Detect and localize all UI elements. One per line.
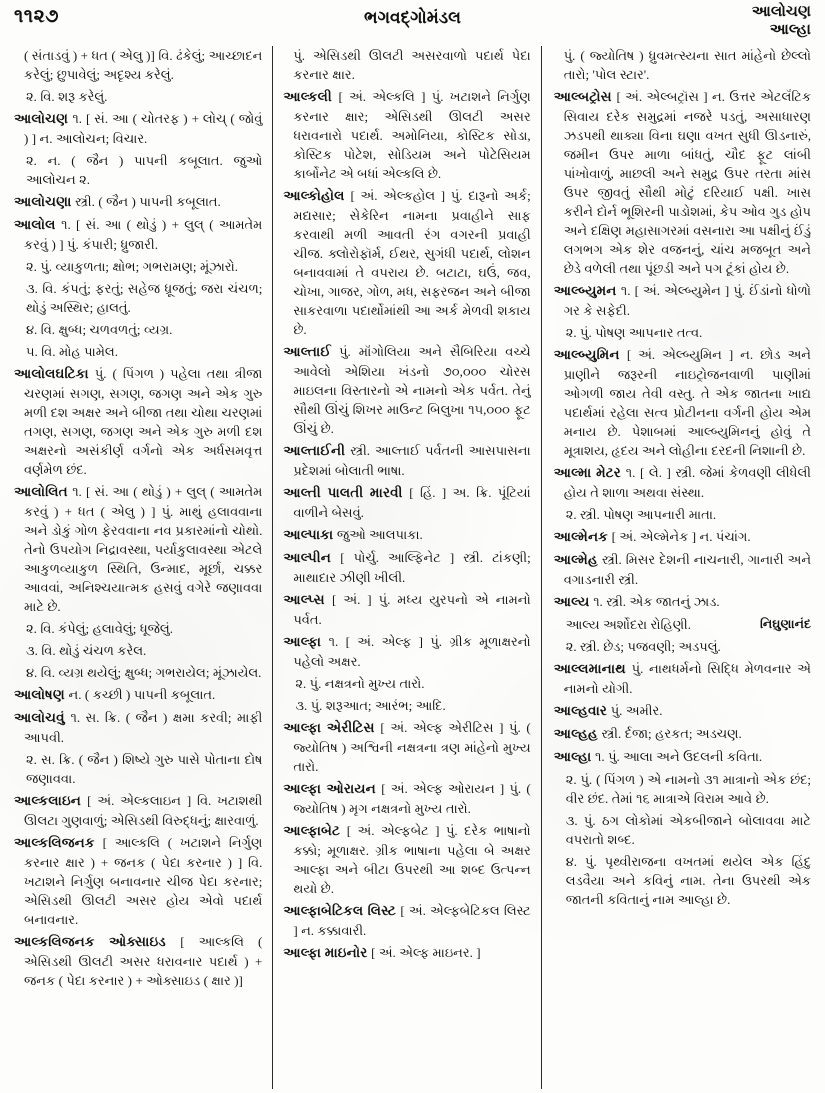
entry-text: ૪. પું. પૃથ્વીરાજના વખતમાં થયેલ એક હિંદુ લડવૈયા અને કવિનું નામ. તેના ઉપરથી એક જાતની કવિતાનું નામ આલ્હા છે. [565,853,811,907]
dictionary-entry [554,87,811,278]
dictionary-entry [14,192,262,212]
entry-sense [14,750,262,788]
headword: આલોચવું [14,710,71,726]
dictionary-entry [554,550,811,589]
headword: આલ્પાકા [283,527,337,543]
dictionary-entry [554,463,811,502]
entry-text: ૫. વિ. મોહ પામેલ. [26,344,118,360]
entry-sense [14,151,262,189]
entry-text: [ અં. એલ્ફબેટ ] પું. દરેક ભાષાનો કક્કો; મૂળાક્ષર. ગ્રીક ભાષાના પહેલા બે અક્ષર આલ્ફા અને બીટા ઉપરથી આ શબ્દ ઉત્પન્ન થયો છે. [293,822,531,896]
dictionary-entry [14,932,262,990]
headword: આલ્પ્સ [283,591,333,607]
text-columns [14,46,811,1089]
entry-sense [554,323,811,342]
dictionary-entry [14,685,262,705]
headword: આલ્હવાર [553,703,611,718]
entry-text: પું. મૉંગોલિયા અને સૈબિરિયા વચ્ચે આવેલો એશિયા ખંડનો ૭૦,૦૦૦ ચોરસ માઇલના વિસ્તારનો એ નામનો એક પર્વત. તેનું સૌથી ઊંચું શિખર માઉન્ટ બિલુખા ૧૫,૦૦૦ ફૂટ ઊંચું છે. [293,344,531,437]
entry-text: [ અં. એલ્કલિ ] પું. ખટાશને નિર્ગુણ કરનાર ક્ષાર; એસિડથી ઊલટી અસર ધરાવનારો પદાર્થ. અમોનિયા, કોસ્ટિક સોડા, કોસ્ટિક પોટેશ, સોડિયમ અને પોટેસિયમ કાર્બોનેટ એ બધાં એલ્કલિ છે. [293,89,531,182]
headword: આલોલિત [14,484,73,500]
entry-continuation [554,46,811,84]
entry-text: ૧. [ લે. ] સ્ત્રી. જેમાં કેળવણી લીધેલી હોય તે શાળા અથવા સંસ્થા. [563,465,811,501]
entry-text: ૪. વિ. વ્યગ્ર થયેલું; ક્ષુબ્ધ; ગભરાયેલ; મૂંઝાયેલ. [26,665,262,681]
dictionary-entry [14,708,262,747]
entry-text: ૨. ન. ( જૈન ) પાપની કબૂલાત. જુઓ આલોચન ૨. [26,153,263,188]
entry-text: ૨. સ. ક્રિ. ( જૈન ) શિષ્યે ગુરુ પાસે પોતાના દોષ જણાવવા. [26,752,263,787]
dictionary-entry [283,186,530,339]
entry-sense [283,696,530,715]
entry-sense [554,637,811,656]
dictionary-entry [283,779,530,818]
entry-text: પું. ( જ્યોતિષ ) ધ્રુવમત્સ્યના સાત માંહેનો છેલ્લો તારો; 'પોલ સ્ટાર'. [563,48,811,83]
column-1 [14,46,272,1089]
headword: આલોલઘટિકા [14,366,95,382]
entry-text: પું. અમીર. [610,703,663,718]
entry-citation [554,615,811,634]
entry-text: [ અં. એલ્કલાઇન ] વિ. ખટાશથી ઊલટા ગુણવાળું; એસિડથી વિરુદ્ધનું; ક્ષારવાળું. [24,793,263,829]
headword: આલ્હા [553,748,596,764]
entry-text: પું. ( પિંગળ ) પહેલા તથા ત્રીજા ચરણમાં સગણ, સગણ, જગણ અને એક ગુરુ મળી દશ અક્ષર અને બીજા તથા ચોથા ચરણમાં તગણ, સગણ, જગણ અને એક ગુરુ મળી દશ અક્ષરનો અસંકીર્ણ વર્ગનો એક અર્ધસમવૃત્ત વર્ણમેળ છંદ. [24,366,263,478]
entry-sense [554,770,811,808]
entry-text: ૨. પું. ( પિંગળ ) એ નામનો ૩૧ માત્રાનો એક છંદ; વીર છંદ. તેમાં ૧૬ માત્રાએ વિરામ આવે છે. [565,771,811,806]
entry-text: ૩. વિ. થોડું ચંચળ કરેલ. [26,643,147,659]
headword: આલ્તી પાલતી મારવી [283,485,410,501]
headword: આલ્ય [553,594,594,610]
entry-continuation [283,46,530,84]
guide-word-bottom: આલ્હા [769,21,811,38]
entry-text: ૧. સ. ક્રિ. ( જૈન ) ક્ષમા કરવી; માફી આપવી. [24,710,263,746]
entry-text: ૪. વિ. ક્ષુબ્ધ; ચળવળતું; વ્યગ્ર. [26,322,173,338]
entry-text: [ અં. ] પું. મધ્ય યુરપનો એ નામનો પર્વત. [293,591,531,627]
entry-sense [14,663,262,682]
entry-text: [ અં. એલ્ફબેટિકલ લિસ્ટ ] ન. કક્કાવારી. [293,902,531,938]
headword: આલ્મેનક [553,529,612,545]
dictionary-entry [283,901,530,940]
dictionary-entry [283,87,530,183]
entry-text: ૩. વિ. કંપતું; ફરતું; સહેજ ધ્રૂજતું; જરા ચંચળ; થોડું અસ્થિર; હાલતું. [26,280,263,315]
headword: આલ્કલિજનક [14,835,103,851]
entry-text: સ્ત્રી. મિસર દેશની નાચનારી, ગાનારી અને વગાડનારી સ્ત્રી. [563,552,811,588]
headword: આલ્લમાનાથ [553,661,632,677]
headword: આલ્હહ [553,725,602,741]
dictionary-entry [554,659,811,698]
entry-text: ૨. પું. વ્યાકુળતા; ક્ષોભ; ગભરામણ; મૂંઝારો. [26,258,238,274]
dictionary-entry [283,441,530,480]
dictionary-entry [283,821,530,898]
dictionary-entry [554,701,811,721]
dictionary-entry [554,592,811,612]
headword: આલ્તાઈની [283,443,351,459]
entry-text: ૧. પું. આલા અને ઉદલની કવિતા. [595,748,763,764]
headword: આલોષણ [14,687,69,703]
entry-text: [ આલ્કલિ ( ખટાશને નિર્ગુણ કરનાર ક્ષાર ) + જનક ( પેદા કરનાર ) ] વિ. ખટાશને નિર્ગુણ બનાવનાર ચીજ પેદા કરનાર; એસિડથી ઊલટી અસર હોય એવો પદાર્થ બનાવનાર. [24,835,263,928]
dictionary-entry [554,345,811,460]
entry-text: આલ્ય અર્શોદરા રોહિણી. [565,617,692,632]
entry-sense [283,674,530,693]
entry-text: ૧. [ સં. આ ( ચોતરફ ) + લોચ્‌ ( જોવું ) ] ન. આલોચન; વિચાર. [24,111,263,146]
dictionary-entry [283,943,530,963]
entry-text: [ પોર્ચુ. આલ્ફિનેટ ] સ્ત્રી. ટાંકણી; માથાદાર ઝીણી ખીલી. [293,550,531,585]
entry-text: ( સંતાડવું ) + ધત ( એલુ )] વિ. ઢંકેલું; આચ્છાદન કરેલું; છુપાવેલું; અદૃશ્ય કરેલું. [24,48,263,83]
entry-text: સ્ત્રી. આલ્તાઈ પર્વતની આસપાસના પ્રદેશમાં બોલાતી ભાષા. [293,443,531,479]
dictionary-entry [283,718,530,776]
entry-text: ૩. પું. શરૂઆત; આરંભ; આદિ. [295,697,446,713]
entry-text: ૧. [ સં. આ ( થોડું ) + લુલ્‌ ( આમતેમ કરવું ) + ધત ( એલુ ) ] પું. માથું હલાવવાના અને ડોકું ગોળ ફેરવવાના નવ પ્રકારમાંનો ચોથો. તેનો ઉપયોગ નિદ્રાવસ્થા, પર્યાકુલાવસ્થા એટલે આકુળવ્યાકુળ સ્થિતિ, ઉન્માદ, મૂર્છા, ચક્કર આવવાં, અનિશ્ચયાત્મક હસવું વગેરે જણાવવા માટે છે. [24,484,263,615]
entry-sense [14,619,262,638]
citation-source: નિઘુણાનંદ [760,617,811,631]
guide-word-top: આલોચણ [751,4,811,20]
entry-text: [ અં. એલ્બ્યુમિન ] ન. છોડ અને પ્રાણીને જરૂરની નાઇટ્રોજનવાળી પાણીમાં ઓગળી જાય તેવી વસ્તુ. તે એક જાતના ખાદ્ય પદાર્થમાં રહેલા સત્વ પ્રોટીનના વર્ગની હોય એમ મનાય છે. પેશાબમાં આલ્બ્યુમિનનું હોવું તે મૂત્રાશય, હૃદય અને લોહીના દરદની નિશાની છે. [563,347,811,459]
entry-text: પું. એસિડથી ઊલટી અસરવાળો પદાર્થ પેદા કરનાર ક્ષાર. [293,48,531,83]
headword: આલોચણ [14,111,73,127]
headword: આલ્કલાઇન [14,793,88,809]
dictionary-entry [554,747,811,767]
entry-text: [ અં. એલ્ફ એરીટિસ ] પું. ( જ્યોતિષ ) અશ્વિની નક્ષત્રના ત્રણ માંહેનો મુખ્ય તારો. [293,719,531,774]
entry-text: [ હિં. ] અ. ક્રિ. પૂંટિયાં વાળીને બેસવું. [293,485,531,521]
entry-text: [ અં. એલ્મેનેક ] ન. પંચાંગ. [611,529,751,545]
entry-text: ૨. સ્ત્રી. છેડ; પજવણી; અડપલું. [565,639,721,655]
entry-sense [14,87,262,106]
entry-sense [14,320,262,339]
entry-text: ૧. [ અં. એલ્બ્યુમેન ] પું. ઈંડાંનો ધોળો ગર કે સફેદી. [563,283,811,319]
book-title: ભગવદ્‌ગોમંડલ [364,8,461,27]
entry-text: ૧. [ સં. આ ( થોડું ) + લુલ્‌ ( આમતેમ કરવું ) ] પું. કંપારી; ધ્રુજારી. [24,217,263,252]
headword: આલ્ફાબેટ [283,822,347,838]
entry-text: [ અં. એલ્કહોલ ] પું. દારૂનો અર્ક; મદ્યસાર; સેકેરિન નામના પ્રવાહીને સાફ કરવાથી મળી આવતી રંગ વગરની પ્રવાહી ચીજ. ક્લોરોફૉર્મ, ઈથર, સુગંધી પદાર્થ, લોશન બનાવવામાં તે વપરાય છે. બટાટા, ઘઉં, જવ, ચોખા, ગાજર, ગોળ, મધ, સફરજન અને બીજા સાકરવાળા પદાર્થોમાંથી આ અર્ક મેળવી શકાય છે. [293,188,531,338]
entry-text: ૨. વિ. કંપેલું; હલાવેલું; ધૂજેલું. [26,621,173,637]
entry-text: ૨. પું. પોષણ આપનાર તત્વ. [565,325,703,341]
folio-number: ૧૧૨૭ [14,6,59,27]
headword: આલ્પીન [283,550,341,566]
entry-text: પું. નાથધર્મનો સિદ્ધિ મેળવનાર એ નામનો યોગી. [563,661,811,696]
headword: આલ્બ્યુમન [553,283,621,299]
running-head [14,4,811,44]
entry-sense [554,505,811,524]
headword: આલ્કલિજનક ઓક્સાઇડ [14,934,181,950]
headword: આલ્ફા ઓરાયન [283,780,382,796]
headword: આલ્મા મેટર [553,465,626,481]
headword: આલ્ફા એરીટિસ [283,719,381,735]
entry-text: [ અં. એલ્ફ ઓરાયન ] પું. ( જ્યોતિષ ) મૃગ નક્ષત્રનો મુખ્ય તારો. [293,780,531,816]
headword: આલ્ફા માઇનોર [283,944,372,960]
dictionary-entry [283,548,530,587]
entry-text: ૨. વિ. શરૂ કરેલું. [26,89,108,105]
headword: આલોચણા [14,194,76,210]
entry-sense [554,852,811,909]
dictionary-entry [283,632,530,671]
headword: આલ્બ્યુમિન [553,347,627,363]
dictionary-entry [14,364,262,479]
guide-words [752,4,811,39]
entry-sense [14,257,262,276]
entry-text: ૧. સ્ત્રી. એક જાતનું ઝાડ. [593,594,720,610]
entry-text: ન. ( કચ્છી ) પાપની કબૂલાત. [68,687,216,703]
dictionary-entry [283,342,530,438]
dictionary-entry [283,483,530,522]
dictionary-entry [14,791,262,830]
dictionary-entry [14,833,262,929]
dictionary-entry [554,527,811,547]
entry-continuation [14,46,262,84]
entry-text: ૩. પું. ઠગ લોકોમાં એકબીજાને બોલાવવા માટે વપરાતો શબ્દ. [565,812,811,847]
headword: આલ્તાઈ [283,344,340,360]
dictionary-entry [283,590,530,629]
entry-text: સ્ત્રી. ર્દજા; હરકત; અડચણ. [601,725,742,741]
dictionary-entry [14,109,262,148]
headword: આલોલ [14,217,62,232]
dictionary-entry [14,215,262,254]
entry-text: ૨. સ્ત્રી. પોષણ આપનારી માતા. [565,507,717,523]
dictionary-entry [554,724,811,744]
entry-text: સ્ત્રી. ( જૈન ) પાપની કબૂલાત. [75,194,221,210]
entry-text: ૧. [ અં. એલ્ફ ] પું. ગ્રીક મૂળાક્ષરનો પહેલો અક્ષર. [293,633,531,669]
column-2 [273,46,540,1089]
entry-sense [554,811,811,849]
entry-sense [14,641,262,660]
entry-sense [14,342,262,361]
entry-text: ૨. પું. નક્ષત્રનો મુખ્ય તારો. [295,675,425,691]
headword: આલ્બટ્રોસ [553,89,617,105]
headword: આલ્મેહ [553,552,602,568]
column-3 [542,46,811,1089]
headword: આલ્ફાબેટિકલ લિસ્ટ [283,902,401,918]
entry-text: [ આલ્કલિ ( એસિડથી ઊલટી અસર ધરાવનાર પદાર્થ ) + જનક ( પેદા કરનાર ) + ઓક્સાઇડ ( ક્ષાર )] [24,934,263,989]
entry-text: [ અં. એલ્બટ્રૉસ ] ન. ઉત્તર એટલૅંટિક સિવાય દરેક સમુદ્રમાં નજરે પડતું, અસાધારણ ઝડપથી થાક્યા વિના ઘણા વખત સુધી ઊડનારું, જમીન ઉપર માળા બાંધતું, ચૌદ ફૂટ લાંબી પાંખોવાળું, માછલી અને સમુદ્ર ઉપર તરતા માંસ ઉપર જીવતું સૌથી મોટું દરિયાઈ પક્ષી. ખાસ કરીને દોર્ન ભૂશિરની પાડોશમાં, કેપ ઓવ ગુડ હોપ અને દક્ષિણ મહાસાગરમાં વસનારા આ પક્ષીનું ઈંડું લગભગ એક શેર વજનનું, ચાંચ મજબૂત અને છેડે વળેલી તથા પૂંછડી અને પગ ટૂંકાં હોય છે. [563,89,811,277]
headword: આલ્ફા [283,633,329,649]
dictionary-entry [554,281,811,320]
dictionary-entry [14,482,262,616]
entry-text: જુઓ આલપાકા. [336,527,423,543]
headword: આલ્કલી [283,89,339,105]
dictionary-entry [283,525,530,545]
headword: આલ્કોહોલ [283,188,351,204]
entry-text: [ અં. એલ્ફ માઇનર. ] [371,944,481,960]
entry-sense [14,279,262,317]
